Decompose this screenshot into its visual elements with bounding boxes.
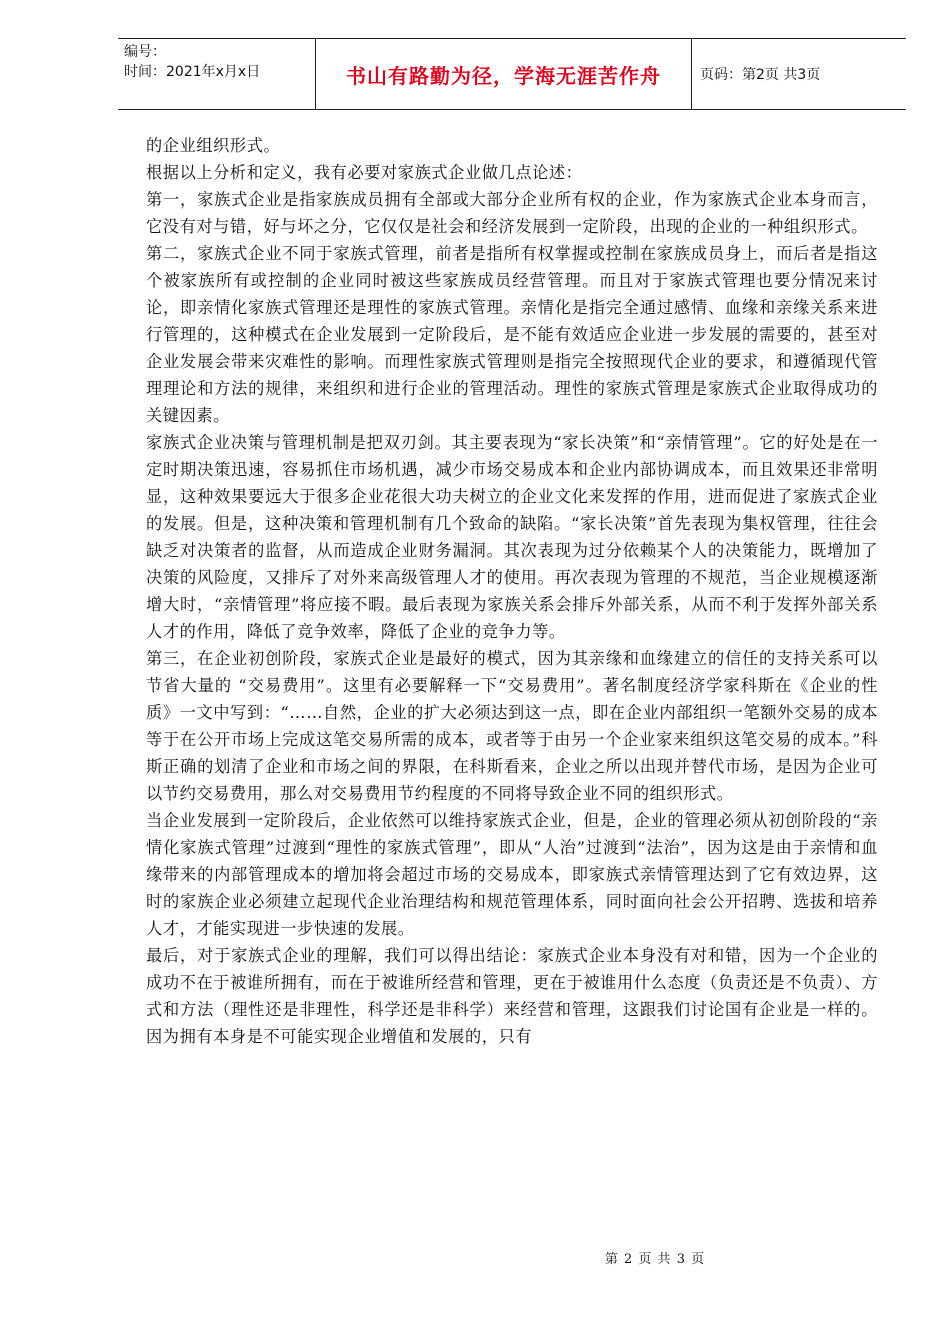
paragraph: 的企业组织形式。	[146, 136, 281, 155]
document-number-label: 编号：	[124, 44, 166, 60]
header-motto: 书山有路勤为径，学海无涯苦作舟	[315, 39, 692, 109]
paragraph: 家族式企业决策与管理机制是把双刃剑。其主要表现为“家长决策”和“亲情管理”。它的好处是在一定时期决策迅速，容易抓住市场机遇，减少市场交易成本和企业内部协调成本，而且效果还非常明显，这种效果要远大于很多企业花很大功夫树立的企业文化来发挥的作用，进而促进了家族式企业的发展。但是，这种决策和管理机制有几个致命的缺陷。“家长决策”首先表现为集权管理，往往会缺乏对决策者的监督，从而造成企业财务漏洞。其次表现为过分依赖某个人的决策能力，既增加了决策的风险度，又排斥了对外来高级管理人才的使用。再次表现为管理的不规范，当企业规模逐渐增大时，“亲情管理”将应接不暇。最后表现为家族关系会排斥外部关系，从而不利于发挥外部关系人才的作用，降低了竞争效率，降低了企业的竞争力等。	[146, 433, 878, 641]
header-meta	[118, 39, 315, 109]
paragraph: 第三，在企业初创阶段，家族式企业是最好的模式，因为其亲缘和血缘建立的信任的支持关系可以节省大量的 “交易费用”。这里有必要解释一下“交易费用”。著名制度经济学家科斯在《企业的性质》一文中写到：“……自然，企业的扩大必须达到这一点，即在企业内部组织一笔额外交易的成本等于在公开市场上完成这笔交易所需的成本，或者等于由另一个企业家来组织这笔交易的成本。”科斯正确的划清了企业和市场之间的界限，在科斯看来，企业之所以出现并替代市场，是因为企业可以节约交易费用，那么对交易费用节约程度的不同将导致企业不同的组织形式。	[146, 649, 878, 803]
page-footer: 第 2 页 共 3 页	[604, 1252, 706, 1267]
paragraph: 最后，对于家族式企业的理解，我们可以得出结论：家族式企业本身没有对和错，因为一个企业的成功不在于被谁所拥有，而在于被谁所经营和管理，更在于被谁用什么态度（负责还是不负责）、方式和方法（理性还是非理性，科学还是非科学）来经营和管理，这跟我们讨论国有企业是一样的。因为拥有本身是不可能实现企业增值和发展的，只有	[146, 946, 878, 1046]
header-page-info: 页码：第2页 共3页	[700, 67, 821, 83]
paragraph: 根据以上分析和定义，我有必要对家族式企业做几点论述：	[146, 163, 583, 182]
paragraph: 当企业发展到一定阶段后，企业依然可以维持家族式企业，但是，企业的管理必须从初创阶段的“亲情化家族式管理”过渡到“理性的家族式管理”，即从“人治”过渡到“法治”，因为这是由于亲情和血缘带来的内部管理成本的增加将会超过市场的交易成本，即家族式亲情管理达到了它有效边界，这时的家族企业必须建立起现代企业治理结构和规范管理体系，同时面向社会公开招聘、选拔和培养人才，才能实现进一步快速的发展。	[146, 811, 878, 938]
paragraph: 第二，家族式企业不同于家族式管理，前者是指所有权掌握或控制在家族成员身上，而后者是指这个被家族所有或控制的企业同时被这些家族成员经营管理。而且对于家族式管理也要分情况来讨论，即亲情化家族式管理还是理性的家族式管理。亲情化是指完全通过感情、血缘和亲缘关系来进行管理的，这种模式在企业发展到一定阶段后，是不能有效适应企业进一步发展的需要的，甚至对企业发展会带来灾难性的影响。而理性家族式管理则是指完全按照现代企业的要求，和遵循现代管理理论和方法的规律，来组织和进行企业的管理活动。理性的家族式管理是家族式企业取得成功的关键因素。	[146, 244, 878, 425]
document-body	[146, 132, 878, 1050]
page-header	[118, 38, 906, 110]
paragraph: 第一，家族式企业是指家族成员拥有全部或大部分企业所有权的企业，作为家族式企业本身而言，它没有对与错，好与坏之分，它仅仅是社会和经济发展到一定阶段，出现的企业的一种组织形式。	[146, 190, 878, 236]
document-time-label: 时间：2021年x月x日	[124, 64, 261, 80]
